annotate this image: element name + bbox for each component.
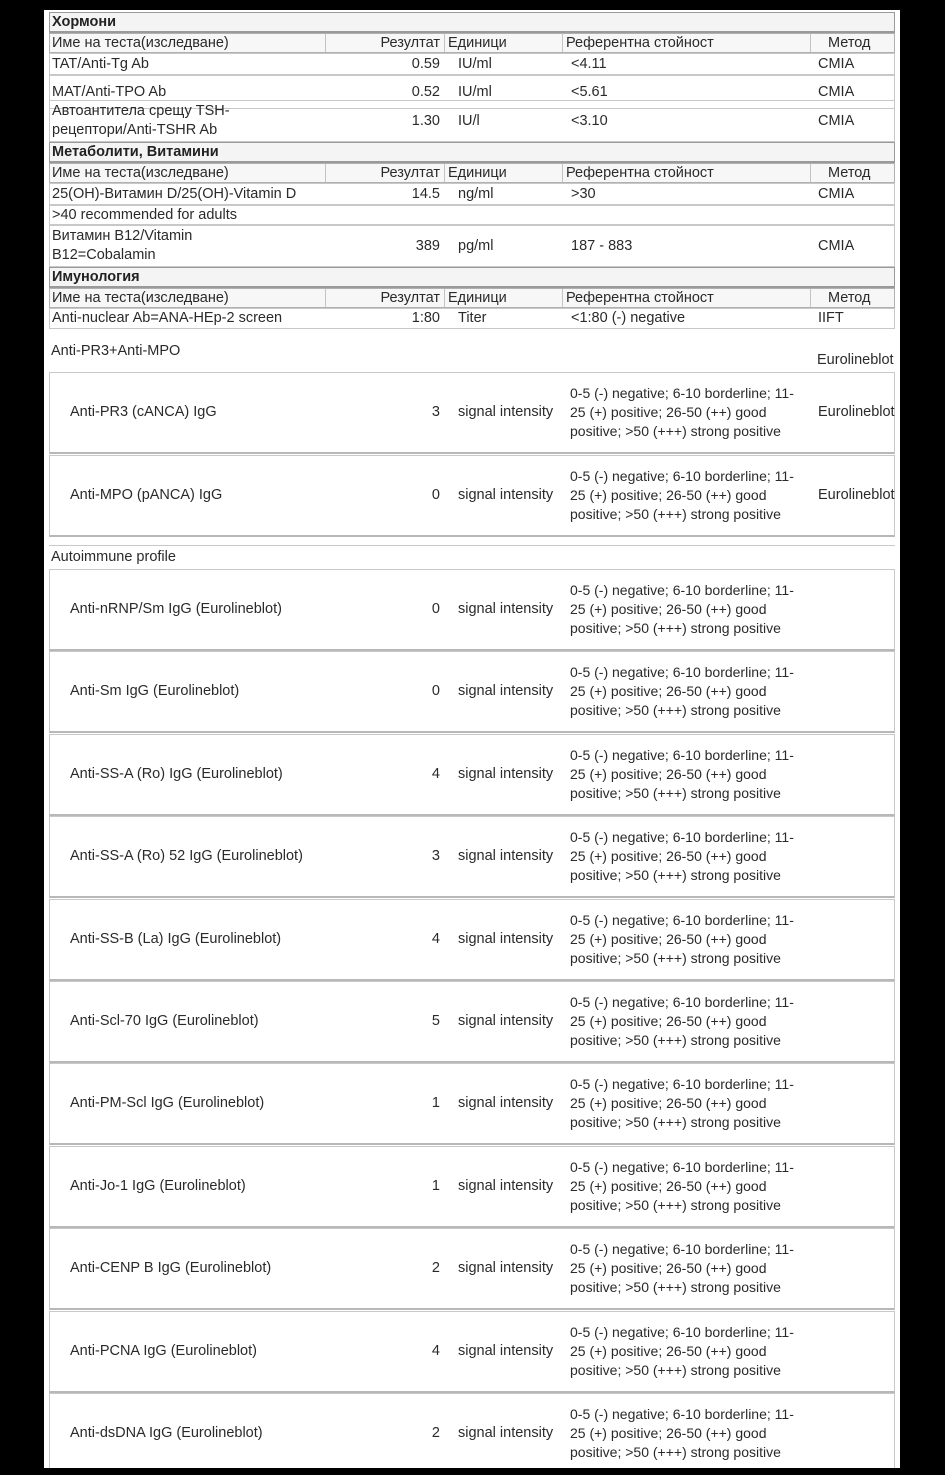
table-row [49,899,895,981]
table-row [49,1146,895,1228]
test-name: TAT/Anti-Tg Ab [52,55,149,72]
test-method: IIFT [818,310,844,326]
col-unit-header: Единици [448,289,507,306]
test-unit: signal intensity [458,404,554,420]
section-hormones-title: Хормони [49,12,895,33]
col-result-header: Резултат [380,289,440,306]
table-row [49,372,895,454]
test-result: 3 [431,848,440,865]
test-method: Eurolineblot [818,404,895,420]
test-name: Anti-dsDNA IgG (Eurolineblot) [70,1425,263,1441]
group-method: Eurolineblot [817,352,894,368]
section-immunology-title: Имунология [49,267,895,288]
col-name-header: Име на теста(изследване) [52,164,229,181]
test-unit: signal intensity [458,683,554,700]
test-result: 2 [431,1260,440,1277]
test-result: 0 [431,486,440,503]
test-reference: 0-5 (-) negative; 6-10 borderline; 11-25 (+) positive; 26-50 (++) good positive; >50 (+++) strong positive [570,582,794,636]
col-unit-header: Единици [448,34,507,51]
test-unit: signal intensity [458,1425,554,1441]
test-result: 4 [431,765,440,782]
test-unit: pg/ml [458,237,494,254]
test-reference: 0-5 (-) negative; 6-10 borderline; 11-25 (+) positive; 26-50 (++) good positive; >50 (+++) strong positive [570,1323,794,1378]
col-name-header: Име на теста(изследване) [52,34,229,51]
test-unit: signal intensity [458,848,554,865]
test-result: 4 [431,1342,440,1359]
table-row [49,100,895,142]
col-ref-header: Референтна стойност [566,164,714,181]
table-row [49,455,895,537]
test-name: 25(OH)-Витамин D/25(OH)-Vitamin D [52,185,297,202]
col-unit-header: Единици [448,164,507,181]
test-reference: 0-5 (-) negative; 6-10 borderline; 11-25 (+) positive; 26-50 (++) good positive; >50 (+++) strong positive [570,994,794,1048]
test-result: 1 [431,1095,440,1112]
test-unit: signal intensity [458,1177,554,1194]
test-reference: 0-5 (-) negative; 6-10 borderline; 11-25 (+) positive; 26-50 (++) good positive; >50 (+++) strong positive [570,829,794,884]
table-header [49,33,895,53]
test-reference: 0-5 (-) negative; 6-10 borderline; 11-25 (+) positive; 26-50 (++) good positive; >50 (+++) strong positive [570,1241,794,1296]
test-reference: 0-5 (-) negative; 6-10 borderline; 11-25 (+) positive; 26-50 (++) good positive; >50 (+++) strong positive [570,911,794,966]
table-row [49,734,895,816]
test-reference: <3.10 [571,112,608,129]
group-name: Autoimmune profile [51,549,176,565]
test-result: 5 [431,1013,440,1029]
group-row-anca [49,340,895,372]
group-name: Anti-PR3+Anti-MPO [51,343,181,359]
test-result: 14.5 [411,185,440,202]
test-result: 3 [431,404,440,420]
test-method: CMIA [818,55,855,72]
test-unit: signal intensity [458,930,554,947]
col-method-header: Метод [828,164,871,181]
test-name: Anti-MPO (pANCA) IgG [70,486,223,503]
test-reference: <5.61 [571,83,608,100]
test-reference: 187 - 883 [571,237,633,254]
test-name: MAT/Anti-TPO Ab [52,83,167,100]
test-name: Автоантитела срещу TSH-рецептори/Anti-TSHR Ab [52,103,230,138]
test-name: Anti-SS-B (La) IgG (Eurolineblot) [70,930,282,947]
table-row [49,183,895,205]
test-result: 0 [431,683,440,700]
table-row [49,1228,895,1310]
col-ref-header: Референтна стойност [566,289,714,306]
test-unit: signal intensity [458,601,554,617]
test-name: Anti-Scl-70 IgG (Eurolineblot) [70,1013,259,1029]
test-unit: Titer [458,310,487,326]
test-result: 1 [431,1177,440,1194]
test-method: CMIA [818,185,855,202]
col-result-header: Резултат [380,34,440,51]
test-name: Anti-Jo-1 IgG (Eurolineblot) [70,1177,246,1194]
table-header [49,163,895,183]
test-reference: 0-5 (-) negative; 6-10 borderline; 11-25 (+) positive; 26-50 (++) good positive; >50 (+++) strong positive [570,1076,794,1131]
test-unit: ng/ml [458,185,494,202]
test-reference: 0-5 (-) negative; 6-10 borderline; 11-25 (+) positive; 26-50 (++) good positive; >50 (+++) strong positive [570,1158,794,1213]
table-row [49,225,895,267]
table-row [49,1311,895,1393]
lab-report-sheet [44,10,900,1468]
test-result: 2 [431,1425,440,1441]
test-name: Anti-nuclear Ab=ANA-HEp-2 screen [52,310,283,326]
table-row [49,53,895,75]
test-name: Anti-CENP B IgG (Eurolineblot) [70,1260,272,1277]
col-method-header: Метод [828,289,871,306]
test-name: Anti-PM-Scl IgG (Eurolineblot) [70,1095,265,1112]
test-unit: signal intensity [458,1013,554,1029]
test-result: 0.59 [411,55,440,72]
test-name: Anti-PCNA IgG (Eurolineblot) [70,1342,257,1359]
table-row [49,816,895,898]
test-unit: IU/l [458,112,480,129]
test-method: CMIA [818,83,855,100]
test-name: Anti-SS-A (Ro) 52 IgG (Eurolineblot) [70,848,303,865]
test-unit: signal intensity [458,765,554,782]
test-result: 0.52 [411,83,440,100]
test-result: 1.30 [411,112,440,129]
test-name: Anti-PR3 (cANCA) IgG [70,404,217,420]
test-name: Витамин B12/Vitamin B12=Cobalamin [52,228,193,263]
test-unit: IU/ml [458,55,492,72]
test-result: 4 [431,930,440,947]
table-row [49,1393,895,1468]
test-reference: <4.11 [571,55,607,72]
table-row [49,1063,895,1145]
test-result: 1:80 [411,310,440,326]
test-unit: signal intensity [458,486,554,503]
group-row-autoimmune [49,545,895,569]
test-note: >40 recommended for adults [52,206,237,223]
col-result-header: Резултат [380,164,440,181]
test-name: Anti-SS-A (Ro) IgG (Eurolineblot) [70,765,283,782]
table-row [49,651,895,733]
test-reference: <1:80 (-) negative [571,310,686,326]
table-row [49,981,895,1063]
col-method-header: Метод [828,34,871,51]
col-name-header: Име на теста(изследване) [52,289,229,306]
test-method: CMIA [818,237,855,254]
test-reference: 0-5 (-) negative; 6-10 borderline; 11-25 (+) positive; 26-50 (++) good positive; >50 (+++) strong positive [570,664,794,719]
table-row-note [49,205,895,225]
col-ref-header: Референтна стойност [566,34,714,51]
test-reference: 0-5 (-) negative; 6-10 borderline; 11-25 (+) positive; 26-50 (++) good positive; >50 (+++) strong positive [570,467,794,522]
test-method: Eurolineblot [818,486,895,503]
test-name: Anti-nRNP/Sm IgG (Eurolineblot) [70,601,282,617]
test-unit: signal intensity [458,1095,554,1112]
test-method: CMIA [818,112,855,129]
test-unit: signal intensity [458,1342,554,1359]
test-name: Anti-Sm IgG (Eurolineblot) [70,683,240,700]
test-unit: signal intensity [458,1260,554,1277]
test-reference: 0-5 (-) negative; 6-10 borderline; 11-25 (+) positive; 26-50 (++) good positive; >50 (+++) strong positive [570,1406,794,1460]
test-result: 389 [415,237,440,254]
test-reference: 0-5 (-) negative; 6-10 borderline; 11-25 (+) positive; 26-50 (++) good positive; >50 (+++) strong positive [570,385,794,439]
test-reference: 0-5 (-) negative; 6-10 borderline; 11-25 (+) positive; 26-50 (++) good positive; >50 (+++) strong positive [570,746,794,801]
test-reference: >30 [571,185,596,202]
test-unit: IU/ml [458,83,492,100]
test-result: 0 [431,601,440,617]
table-header [49,288,895,308]
table-row [49,569,895,651]
table-row [49,308,895,329]
section-metabolites-title: Метаболити, Витамини [49,142,895,163]
